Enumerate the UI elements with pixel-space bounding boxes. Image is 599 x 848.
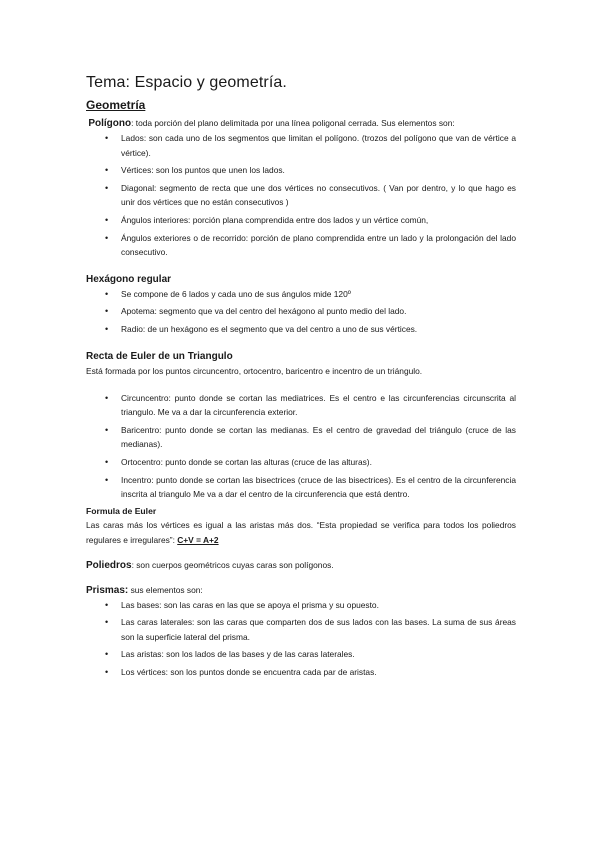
list-item: • Incentro: punto donde se cortan las bisectrices (cruce de las bisectrices). Es el centro de la circunferencia inscrita al triangulo Me va a dar el centro de la circunferencia que está dentro. [107,473,516,502]
formula-euler-heading: Formula de Euler [86,505,157,516]
hexagono-list [86,287,516,337]
list-item: • Circuncentro: punto donde se cortan las mediatrices. Es el centro e las circunferencias circunscrita al triangulo. Me va a dar la circunferencia exterior. [107,391,516,420]
poligono-term: Polígono [88,118,132,129]
poligono-elements-list [86,131,516,260]
formula-euler-equation: C+V = A+2 [177,534,219,545]
poliedros-def-text: : son cuerpos geométricos cuyas caras son polígonos. [131,559,334,570]
list-item: • Las bases: son las caras en las que se apoya el prisma y su opuesto. [107,598,516,613]
prismas-definition [86,583,516,598]
list-item: • Las aristas: son los lados de las bases y de las caras laterales. [107,647,516,662]
prismas-list [86,598,516,680]
euler-points-list [86,391,516,502]
hexagono-heading: Hexágono regular [86,273,172,285]
poligono-def-text: : toda porción del plano delimitada por una línea poligonal cerrada. Sus elementos son: [131,118,455,128]
document-page [86,74,516,683]
list-item: • Apotema: segmento que va del centro del hexágono al punto medio del lado. [107,304,516,319]
list-item: • Baricentro: punto donde se cortan las medianas. Es el centro de gravedad del triángulo (cruce de las medianas). [107,423,516,452]
euler-intro: Está formada por los puntos circuncentro, ortocentro, baricentro e incentro de un triángulo. [86,365,423,376]
list-item: • Ángulos exteriores o de recorrido: porción de plano comprendida entre un lado y la prolongación del lado consecutivo. [107,231,516,260]
list-item: • Las caras laterales: son las caras que comparten dos de sus lados con las bases. La suma de sus áreas son la superficie lateral del prisma. [107,615,516,644]
formula-euler-text [86,518,516,548]
page-title: Tema: Espacio y geometría. [86,74,287,91]
list-item: • Vértices: son los puntos que unen los lados. [107,163,516,178]
poligono-definition [86,116,516,131]
formula-euler-description: Las caras más los vértices es igual a las aristas más dos. “Esta propiedad se verifica para todos los poliedros regulares e irregulares”: [86,519,516,545]
prismas-def-text: sus elementos son: [128,584,203,595]
list-item: • Los vértices: son los puntos donde se encuentra cada par de aristas. [107,665,516,680]
list-item: • Ortocentro: punto donde se cortan las alturas (cruce de las alturas). [107,455,516,470]
list-item: • Ángulos interiores: porción plana comprendida entre dos lados y un vértice común, [107,213,516,228]
geometria-heading: Geometría [86,98,146,112]
list-item: • Se compone de 6 lados y cada uno de sus ángulos mide 120º [107,287,516,302]
poliedros-definition [86,558,516,573]
list-item: • Diagonal: segmento de recta que une dos vértices no consecutivos. ( Van por dentro, y lo que hago es unir dos vértices que no están consecutivos ) [107,181,516,210]
list-item: • Lados: son cada uno de los segmentos que limitan el polígono. (trozos del polígono que van de vértice a vértice). [107,131,516,160]
poliedros-term: Poliedros [86,559,132,571]
list-item: • Radio: de un hexágono es el segmento que va del centro a uno de sus vértices. [107,322,516,337]
prismas-term: Prismas: [86,584,129,596]
euler-heading: Recta de Euler de un Triangulo [86,350,233,362]
